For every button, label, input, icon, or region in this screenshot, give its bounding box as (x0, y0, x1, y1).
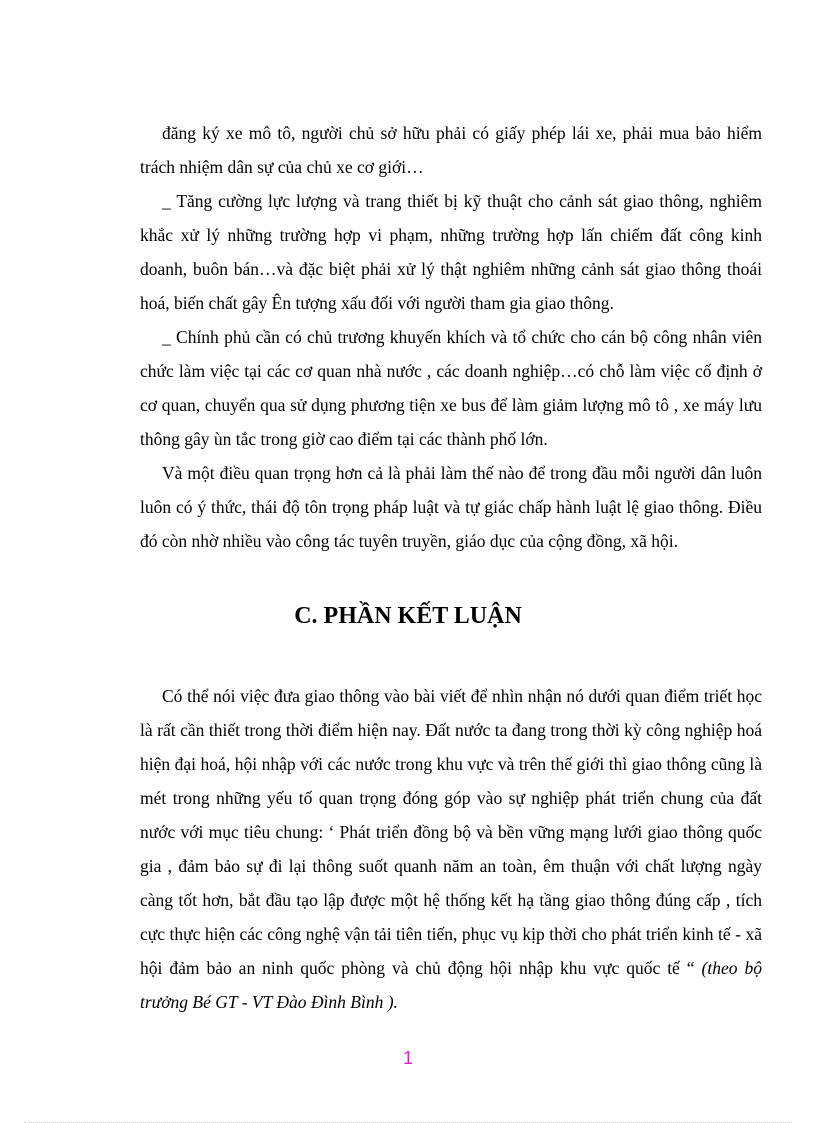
paragraph-traffic-police: _ Tăng cường lực lượng và trang thiết bị kỹ thuật cho cảnh sát giao thông, nghiêm khắc xử lý những trường hợp vi phạm, những trường hợp lấn chiếm đất công kinh doanh, buôn bán…và đặc biệt phải xử lý thật nghiêm những cảnh sát giao thông thoái hoá, biến chất gây Ên tượng xấu đối với người tham gia giao thông. (140, 191, 762, 313)
paragraph-vehicle-registration: đăng ký xe mô tô, người chủ sở hữu phải có giấy phép lái xe, phải mua bảo hiểm trách nhiệm dân sự của chủ xe cơ giới… (140, 123, 762, 177)
section-heading: C. PHẦN KẾT LUẬN (294, 603, 522, 629)
conclusion-citation: (theo bộ trưởng Bé GT - VT Đào Đình Bình ). (140, 958, 762, 1012)
conclusion-body: Có thể nói việc đưa giao thông vào bài viết để nhìn nhận nó dưới quan điểm triết học là rất cần thiết trong thời điểm hiện nay. Đất nước ta đang trong thời kỳ công nghiệp hoá hiện đại hoá, hội nhập với các nước trong khu vực và trên thế giới thì giao thông cũng là mét trong những yếu tố quan trọng đóng góp vào sự nghiệp phát triển chung của đất nước với mục tiêu chung: ‘ Phát triển đồng bộ và bền vững mạng lưới giao thông quốc gia , đảm bảo sự đi lại thông suốt quanh năm an toàn, êm thuận với chất lượng ngày càng tốt hơn, bắt đầu tạo lập được một hệ thống kết hạ tầng giao thông đúng cấp , tích cực thực hiện các công nghệ vận tải tiên tiến, phục vụ kịp thời cho phát triển kinh tế - xã hội đảm bảo an ninh quốc phòng và chủ động hội nhập khu vực quốc tế “ (140, 686, 762, 978)
page-number: 1 (402, 1048, 413, 1068)
paragraph-awareness: Và một điều quan trọng hơn cả là phải làm thế nào để trong đầu mỗi người dân luôn luôn có ý thức, thái độ tôn trọng pháp luật và tự giác chấp hành luật lệ giao thông. Điều đó còn nhờ nhiều vào công tác tuyên truyền, giáo dục của cộng đồng, xã hội. (140, 463, 762, 551)
conclusion-text (140, 679, 762, 1019)
paragraph-conclusion (140, 679, 762, 1019)
body-text-top (140, 116, 762, 558)
paragraph-government-policy: _ Chính phủ cần có chủ trương khuyến khích và tổ chức cho cán bộ công nhân viên chức làm việc tại các cơ quan nhà nước , các doanh nghiệp…có chỗ làm việc cố định ở cơ quan, chuyển qua sử dụng phương tiện xe bus để làm giảm lượng mô tô , xe máy lưu thông gây ùn tắc trong giờ cao điểm tại các thành phố lớn. (140, 327, 762, 449)
